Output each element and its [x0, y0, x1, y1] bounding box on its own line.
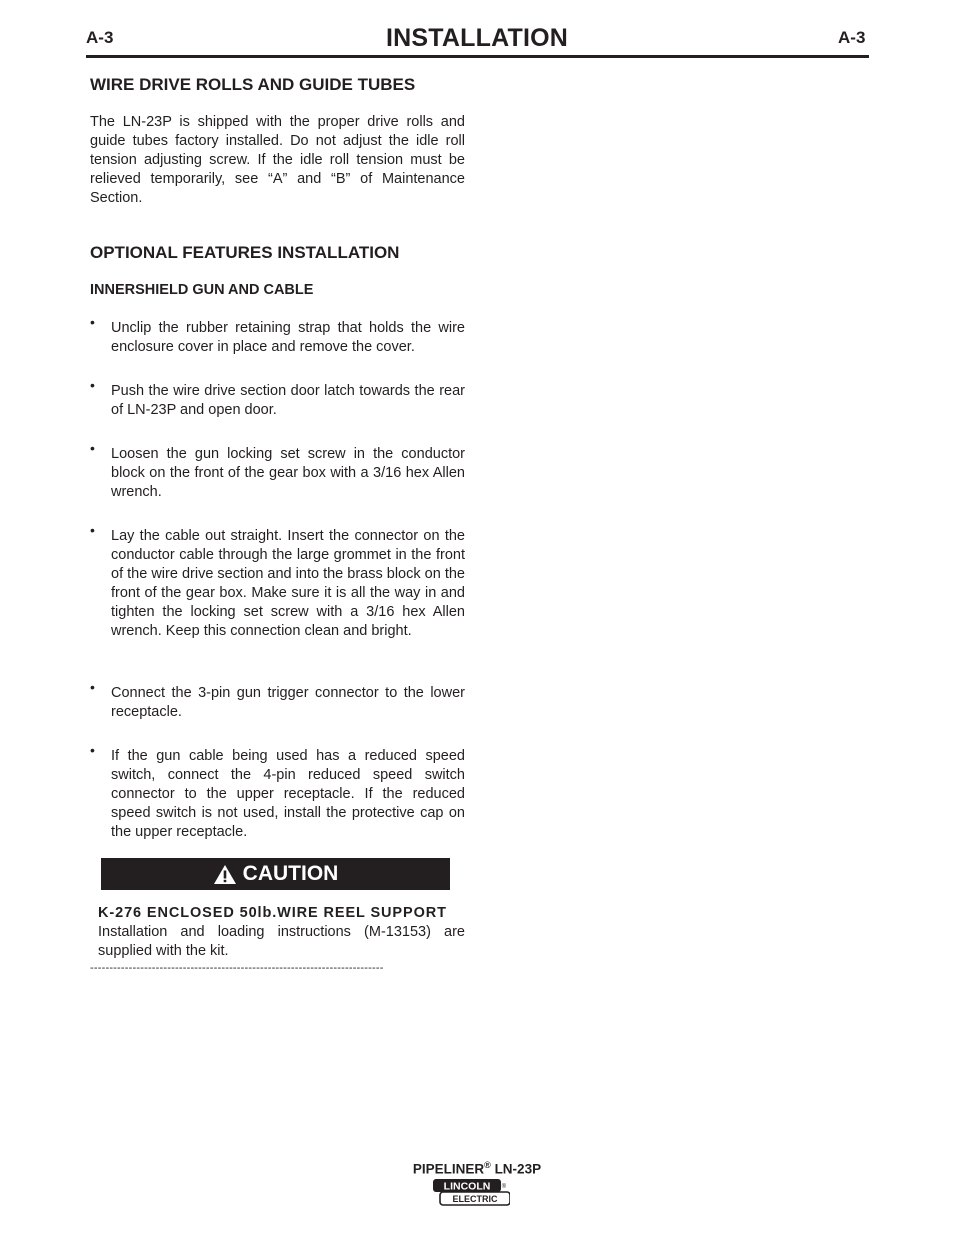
product-name: PIPELINER: [412, 1161, 485, 1177]
bullet-icon: •: [90, 314, 95, 330]
drive-rolls-paragraph: [90, 113, 465, 208]
section-heading-drive-rolls: WIRE DRIVE ROLLS AND GUIDE TUBES: [90, 75, 416, 94]
logo-text-lincoln: LINCOLN: [443, 1180, 491, 1193]
list-item-text: Connect the 3-pin gun trigger connector to the lower receptacle.: [111, 685, 465, 720]
list-item: [90, 377, 465, 420]
page-code-left: A-3: [86, 28, 114, 47]
caution-content: [98, 904, 465, 961]
bullet-icon: •: [90, 742, 95, 758]
list-item-text: If the gun cable being used has a reduced speed switch, connect the 4-pin reduced speed switch connector to the upper receptacle. If the reduced speed switch is not used, install the protective cap on the upper receptacle.: [111, 748, 465, 840]
caution-label: CAUTION: [242, 862, 339, 885]
logo-registered-mark: ®: [501, 1184, 507, 1190]
subheading-innershield-gun: INNERSHIELD GUN AND CABLE: [90, 282, 314, 298]
caution-title: K-276 ENCLOSED 50lb.WIRE REEL SUPPORT: [98, 905, 447, 921]
footer-product-name: [0, 1160, 954, 1177]
list-item: [90, 679, 465, 722]
bullet-icon: •: [90, 679, 95, 695]
bullet-icon: •: [90, 522, 95, 538]
list-item-text: Loosen the gun locking set screw in the conductor block on the front of the gear box with a 3/16 hex Allen wrench.: [111, 446, 465, 500]
page-title: INSTALLATION: [385, 24, 568, 52]
list-item-text: Push the wire drive section door latch towards the rear of LN-23P and open door.: [111, 383, 465, 418]
list-item: [90, 742, 465, 842]
header-rule: [86, 55, 869, 58]
caution-body-text: Installation and loading instructions (M-13153) are supplied with the kit.: [98, 924, 465, 959]
bullet-icon: •: [90, 440, 95, 456]
list-item-text: Unclip the rubber retaining strap that holds the wire enclosure cover in place and remove the cover.: [111, 320, 465, 355]
dashed-divider: ----------------------------------------------------------------------------: [90, 962, 384, 974]
list-item-text: Lay the cable out straight. Insert the connector on the conductor cable through the large grommet in the front of the wire drive section and into the brass block on the front of the gear box. Make sure it is all the way in and tighten the locking set screw with a 3/16 hex Allen wrench. Keep this connection clean and bright.: [111, 528, 465, 639]
drive-rolls-body: The LN-23P is shipped with the proper drive rolls and guide tubes factory installed. Do not adjust the idle roll tension adjusting screw. If the idle roll tension must be relieved temporarily, see “A” and “B” of Maintenance Section.: [90, 114, 465, 206]
warning-triangle-icon: [213, 864, 237, 885]
bullet-icon: •: [90, 377, 95, 393]
caution-banner: [101, 858, 450, 890]
section-heading-optional-features: OPTIONAL FEATURES INSTALLATION: [90, 243, 400, 262]
lincoln-electric-logo: [432, 1178, 510, 1206]
list-item: [90, 314, 465, 357]
list-item: [90, 522, 465, 641]
page-code-right: A-3: [838, 28, 866, 47]
model-name: LN-23P: [490, 1161, 542, 1177]
logo-text-electric: ELECTRIC: [452, 1194, 498, 1204]
registered-mark: ®: [484, 1160, 491, 1170]
list-item: [90, 440, 465, 502]
